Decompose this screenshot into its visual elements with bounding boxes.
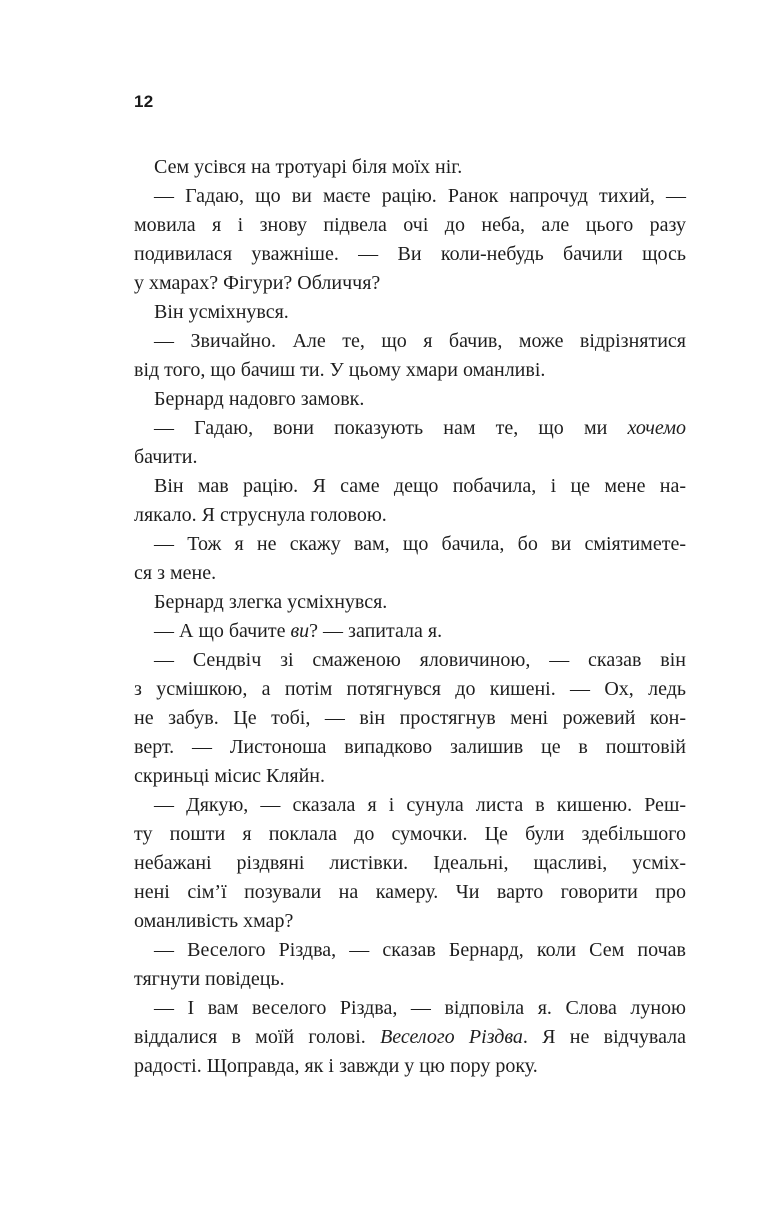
text-line: Він усміхнувся.	[154, 301, 289, 323]
text-line: у хмарах? Фігури? Обличчя?	[134, 272, 381, 294]
text-line: — Дякую, — сказала я і сунула листа в кишеню. Реш-	[154, 794, 686, 816]
text-line: ся з мене.	[134, 562, 217, 584]
text-line: не забув. Це тобі, — він простягнув мені рожевий кон-	[134, 707, 686, 729]
text-line: — Гадаю, що ви маєте рацію. Ранок напрочуд тихий, —	[154, 185, 686, 207]
text-line: — Веселого Різдва, — сказав Бернард, коли Сем почав	[154, 939, 686, 961]
text-line: — І вам веселого Різдва, — відповіла я. Слова луною	[154, 997, 686, 1019]
text-line: від того, що бачиш ти. У цьому хмари оманливі.	[134, 359, 546, 381]
paragraph	[134, 530, 686, 588]
text-line: віддалися в моїй голові. Веселого Різдва. Я не відчувала	[134, 1026, 686, 1048]
paragraph	[134, 327, 686, 385]
paragraph	[134, 385, 686, 414]
text-line: бачити.	[134, 446, 198, 468]
paragraph	[134, 472, 686, 530]
text-line: — А що бачите ви? — запитала я.	[154, 620, 443, 642]
body-text	[134, 153, 686, 1081]
text-line: з усмішкою, а потім потягнувся до кишені. — Ох, ледь	[134, 678, 686, 700]
text-line: оманливість хмар?	[134, 910, 294, 932]
text-line: лякало. Я струснула головою.	[134, 504, 387, 526]
text-line: скриньці місис Кляйн.	[134, 765, 325, 787]
text-line: — Сендвіч зі смаженою яловичиною, — сказав він	[154, 649, 686, 671]
paragraph	[134, 791, 686, 936]
text-line: ту пошти я поклала до сумочки. Це були здебільшого	[134, 823, 686, 845]
paragraph	[134, 414, 686, 472]
paragraph	[134, 298, 686, 327]
paragraph	[134, 936, 686, 994]
text-line: подивилася уважніше. — Ви коли-небудь бачили щось	[134, 243, 686, 265]
text-line: небажані різдвяні листівки. Ідеальні, щасливі, усміх-	[134, 852, 686, 874]
text-line: радості. Щоправда, як і завжди у цю пору року.	[134, 1055, 538, 1077]
paragraph	[134, 994, 686, 1081]
paragraph	[134, 153, 686, 182]
page-number: 12	[134, 92, 154, 111]
paragraph	[134, 617, 686, 646]
text-line: — Звичайно. Але те, що я бачив, може відрізнятися	[154, 330, 686, 352]
text-line: нені сім’ї позували на камеру. Чи варто говорити про	[134, 881, 686, 903]
text-line: Він мав рацію. Я саме дещо побачила, і це мене на-	[154, 475, 686, 497]
text-line: тягнути повідець.	[134, 968, 285, 990]
text-line: Бернард надовго замовк.	[154, 388, 365, 410]
paragraph	[134, 182, 686, 298]
paragraph	[134, 588, 686, 617]
paragraph	[134, 646, 686, 791]
text-line: — Гадаю, вони показують нам те, що ми хочемо	[154, 417, 686, 439]
text-line: Бернард злегка усміхнувся.	[154, 591, 388, 613]
text-line: — Тож я не скажу вам, що бачила, бо ви сміятимете-	[154, 533, 686, 555]
text-line: верт. — Листоноша випадково залишив це в поштовій	[134, 736, 686, 758]
text-line: мовила я і знову підвела очі до неба, але цього разу	[134, 214, 686, 236]
text-line: Сем усівся на тротуарі біля моїх ніг.	[154, 156, 463, 178]
